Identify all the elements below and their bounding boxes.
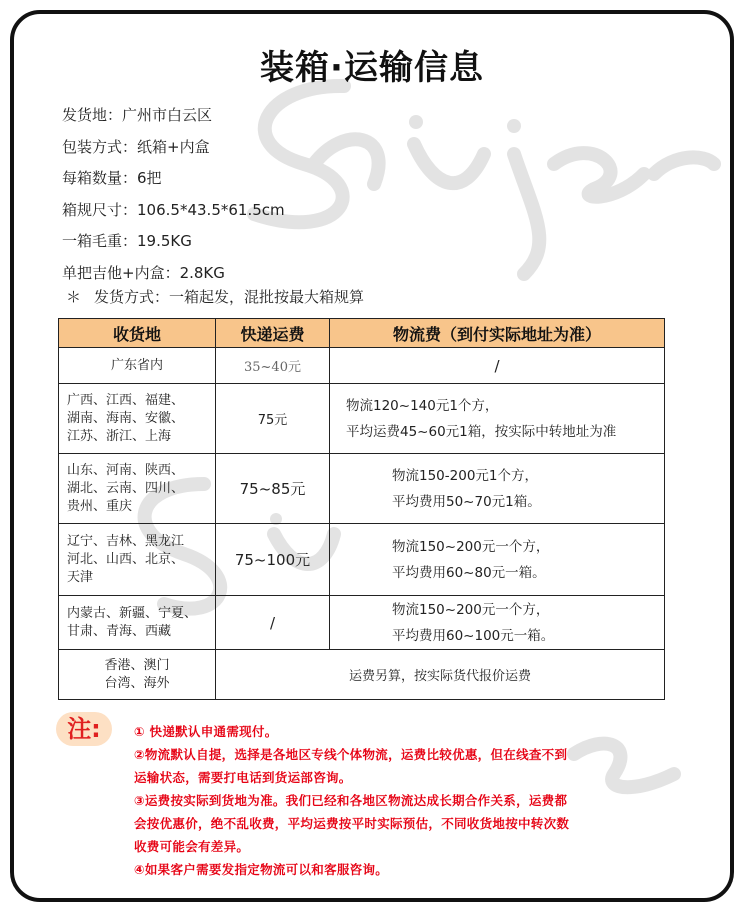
spec-item: 箱规尺寸：106.5*43.5*61.5cm bbox=[62, 200, 285, 219]
note-line: 运输状态，需要打电话到货运部咨询。 bbox=[134, 770, 352, 785]
region-cell: 广西、江西、福建、 湖南、海南、安徽、 江苏、浙江、上海 bbox=[59, 384, 216, 454]
logistics-fee-cell: 物流150~200元一个方， 平均费用60~80元一箱。 bbox=[330, 524, 665, 596]
table-row bbox=[59, 524, 665, 596]
shipping-method: ＊ 发货方式：一箱起发，混批按最大箱规算 bbox=[66, 288, 365, 306]
spec-item: 每箱数量：6把 bbox=[62, 169, 162, 187]
region-cell: 香港、澳门 台湾、海外 bbox=[59, 650, 216, 700]
note-line: ① 快递默认申通需现付。 bbox=[134, 724, 278, 739]
table-row bbox=[59, 384, 665, 454]
table-row bbox=[59, 596, 665, 650]
express-fee-cell: 75~100元 bbox=[216, 524, 330, 596]
page-title: 装箱·运输信息 bbox=[260, 48, 484, 88]
table-row bbox=[59, 348, 665, 384]
spec-item: 一箱毛重：19.5KG bbox=[62, 232, 192, 250]
logistics-fee-cell: 物流150~200元一个方， 平均费用60~100元一箱。 bbox=[330, 596, 665, 650]
col-header-logistics: 物流费（到付实际地址为准） bbox=[330, 319, 665, 348]
notes-list bbox=[134, 720, 654, 881]
spec-item: 包装方式：纸箱+内盒 bbox=[62, 137, 210, 156]
note-line: ④如果客户需要发指定物流可以和客服咨询。 bbox=[134, 862, 389, 877]
logistics-fee-cell: 物流120~140元1个方， 平均运费45~60元1箱，按实际中转地址为准 bbox=[330, 384, 665, 454]
spec-item: 单把吉他+内盒：2.8KG bbox=[62, 263, 225, 282]
shipping-rate-table bbox=[58, 318, 665, 700]
merged-fee-cell: 运费另算，按实际货代报价运费 bbox=[216, 650, 665, 700]
region-cell: 山东、河南、陕西、 湖北、云南、四川、 贵州、重庆 bbox=[59, 454, 216, 524]
table-header-row bbox=[59, 319, 665, 348]
express-fee-cell: / bbox=[216, 596, 330, 650]
spec-list bbox=[62, 100, 285, 289]
note-line: ②物流默认自提，选择是各地区专线个体物流，运费比较优惠，但在线查不到 bbox=[134, 747, 568, 762]
express-fee-cell: 35~40元 bbox=[216, 348, 330, 384]
region-cell: 内蒙古、新疆、宁夏、 甘肃、青海、西藏 bbox=[59, 596, 216, 650]
table-row bbox=[59, 650, 665, 700]
region-cell: 辽宁、吉林、黑龙江 河北、山西、北京、 天津 bbox=[59, 524, 216, 596]
table-row bbox=[59, 454, 665, 524]
region-cell: 广东省内 bbox=[59, 348, 216, 384]
express-fee-cell: 75~85元 bbox=[216, 454, 330, 524]
logistics-fee-cell: 物流150-200元1个方， 平均费用50~70元1箱。 bbox=[330, 454, 665, 524]
col-header-express: 快递运费 bbox=[216, 319, 330, 348]
spec-item: 发货地：广州市白云区 bbox=[62, 106, 213, 124]
col-header-region: 收货地 bbox=[59, 319, 216, 348]
note-line: 收费可能会有差异。 bbox=[134, 839, 250, 854]
asterisk-icon: ＊ bbox=[66, 288, 82, 306]
express-fee-cell: 75元 bbox=[216, 384, 330, 454]
logistics-fee-cell: / bbox=[330, 348, 665, 384]
note-line: ③运费按实际到货地为准。我们已经和各地区物流达成长期合作关系，运费都 bbox=[134, 793, 568, 808]
notes-badge: 注: bbox=[56, 712, 112, 746]
note-line: 会按优惠价，绝不乱收费，平均运费按平时实际预估，不同收货地按中转次数 bbox=[134, 816, 570, 831]
info-card bbox=[10, 10, 734, 902]
